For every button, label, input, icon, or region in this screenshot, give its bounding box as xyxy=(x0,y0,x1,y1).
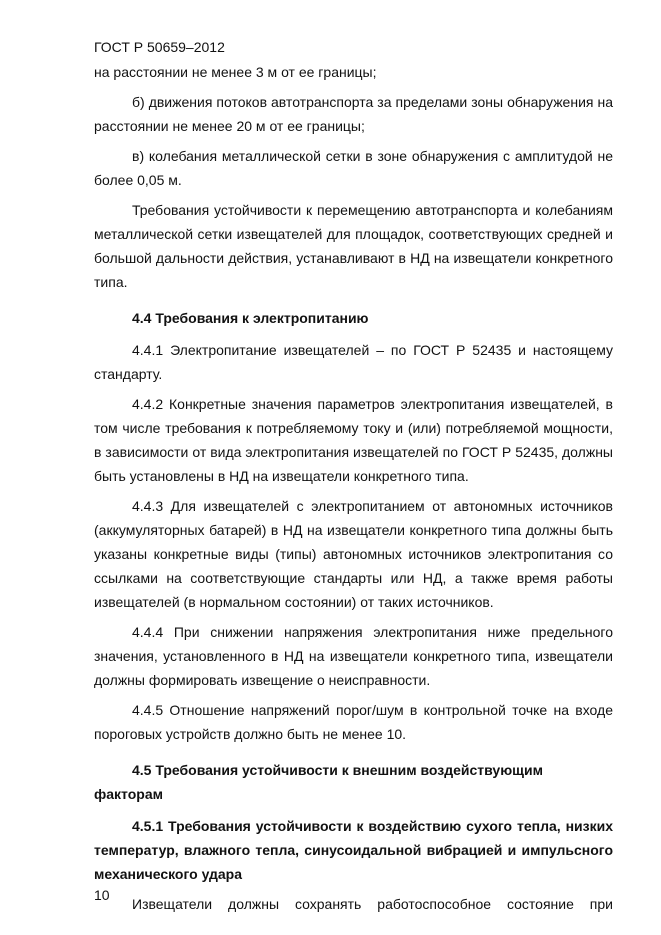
paragraph-requirements-note: Требования устойчивости к перемещению автотранспорта и колебаниям металлической сетки извещателей для площадок, соответствующих средней и большой дальности действия, устанавливают в НД на извещатели конкретного типа. xyxy=(94,202,613,290)
paragraph-4-4-5: 4.4.5 Отношение напряжений порог/шум в контрольной точке на входе пороговых устройств должно быть не менее 10. xyxy=(94,702,613,742)
page-number: 10 xyxy=(94,887,110,903)
document-body xyxy=(94,60,613,916)
section-heading-4-5: 4.5 Требования устойчивости к внешним воздействующим факторам xyxy=(94,762,543,802)
paragraph-final: Извещатели должны сохранять работоспособное состояние при xyxy=(132,896,613,912)
paragraph-4-4-2: 4.4.2 Конкретные значения параметров электропитания извещателей, в том числе требования к потребляемому току и (или) потребляемой мощности, в зависимости от вида электропитания извещателей по ГОСТ Р 52435, должны быть установлены в НД на извещатели конкретного типа. xyxy=(94,396,613,484)
subsection-heading-4-5-1: 4.5.1 Требования устойчивости к воздействию сухого тепла, низких температур, влажного тепла, синусоидальной вибрацией и импульсного механического удара xyxy=(94,818,613,882)
paragraph-item-b: б) движения потоков автотранспорта за пределами зоны обнаружения на расстоянии не менее 20 м от ее границы; xyxy=(94,94,613,134)
paragraph-continuation: на расстоянии не менее 3 м от ее границы; xyxy=(94,64,377,80)
paragraph-4-4-4: 4.4.4 При снижении напряжения электропитания ниже предельного значения, установленного в НД на извещатели конкретного типа, извещатели должны формировать извещение о неисправности. xyxy=(94,624,613,688)
paragraph-4-4-3: 4.4.3 Для извещателей с электропитанием от автономных источников (аккумуляторных батарей) в НД на извещатели конкретного типа должны быть указаны конкретные виды (типы) автономных источников электропитания со ссылками на соответствующие стандарты или НД, а также время работы извещателей (в нормальном состоянии) от таких источников. xyxy=(94,498,613,610)
paragraph-item-v: в) колебания металлической сетки в зоне обнаружения с амплитудой не более 0,05 м. xyxy=(94,148,613,188)
section-heading-4-4: 4.4 Требования к электропитанию xyxy=(132,310,369,326)
document-header: ГОСТ Р 50659–2012 xyxy=(94,39,225,55)
paragraph-4-4-1: 4.4.1 Электропитание извещателей – по ГОСТ Р 52435 и настоящему стандарту. xyxy=(94,342,613,382)
